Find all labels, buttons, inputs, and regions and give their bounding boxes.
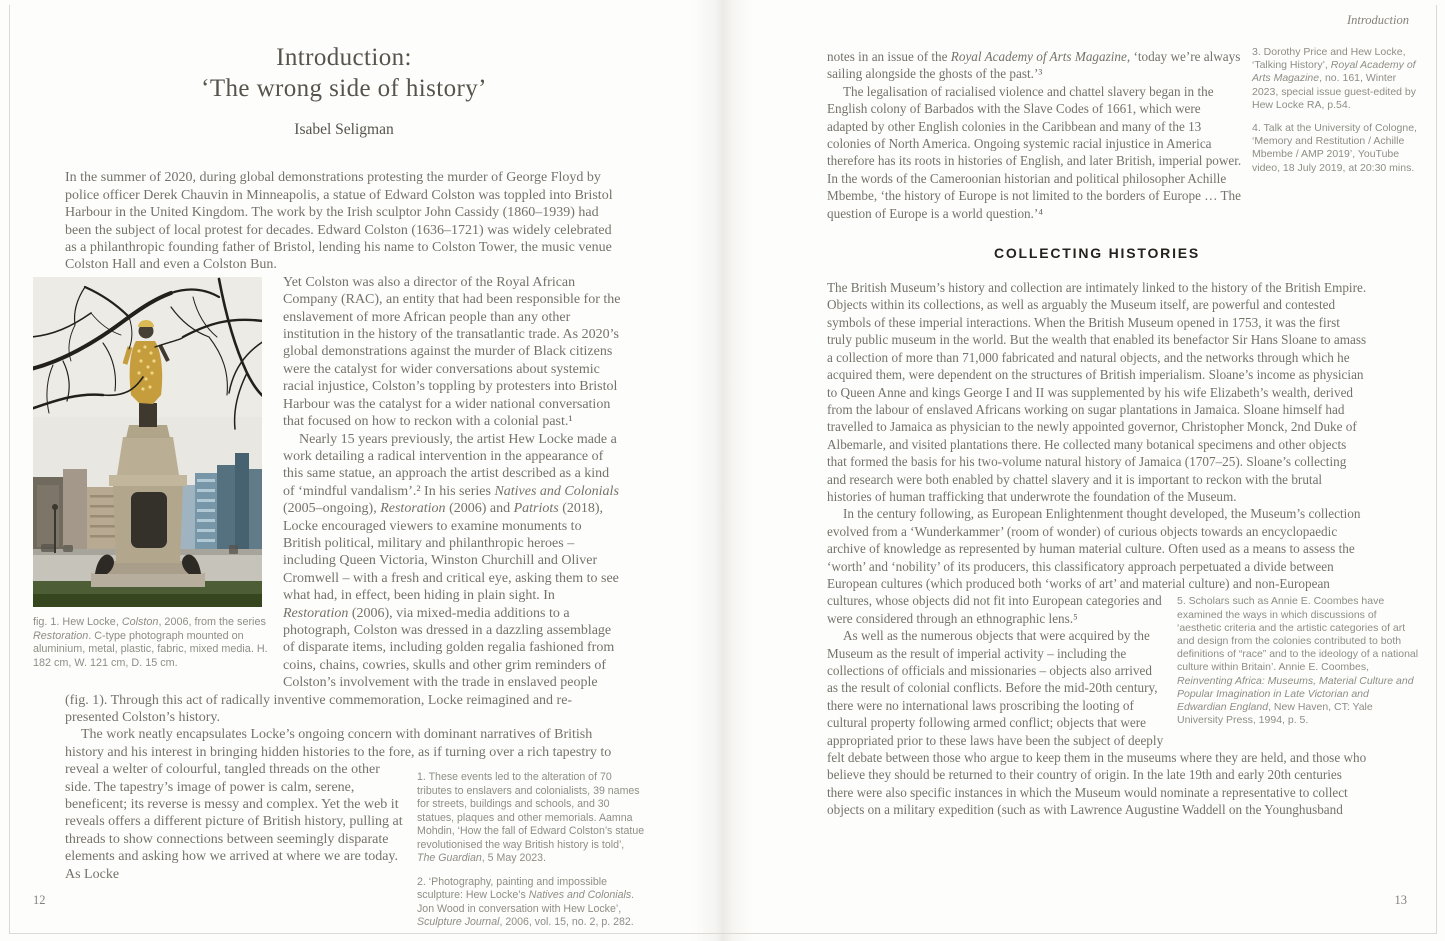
margin-notes-block <box>1252 46 1420 185</box>
paragraph: Nearly 15 years previously, the artist Hew Locke made a work detailing a radical intervention in the appearance of this same statue, an approach the artist described as a kind of ‘mindful vandalism’.² In his series Natives and Colonials (2005–ongoing), Restoration (2006) and Patriots (2018), Locke encouraged viewers to examine monuments to British political, military and philanthropic heroes – including Queen Victoria, Winston Churchill and Oliver Cromwell – with a fresh and critical eye, asking them to see what had, in effect, been hiding in plain sight. In Restoration (2006), via mixed-media additions to a photograph, Colston was dressed in a dazzling assemblage of disparate items, including golden regalia fashioned from coins, chains, cowries, skulls and other grim reminders of Colston’s involvement with the trade in enslaved people (fig. 1). Through this act of radically inventive commemoration, Locke reimagined and re-presented Colston’s history. <box>65 431 619 725</box>
page-left-body <box>33 42 645 940</box>
section-heading: COLLECTING HISTORIES <box>993 245 1201 262</box>
paragraph: notes in an issue of the Royal Academy of Arts Magazine, ‘today we’re always sailing alongside the ghosts of the past.’³ <box>827 49 1241 82</box>
footnote-5: 5. Scholars such as Annie E. Coombes have examined the ways in which discussions of ‘aesthetic criteria and the artistic categories of art and design from the colonies contributed to both definitions of “race” and to the ideology of a national culture within Britain’. Annie E. Coombes, Reinventing Africa: Museums, Material Culture and Popular Imagination in Late Victorian and Edwardian England, New Haven, CT: Yale University Press, 1994, p. 5. <box>1177 595 1419 727</box>
page-edge-right <box>1436 5 1437 933</box>
footnote-3: 3. Dorothy Price and Hew Locke, ‘Talking History’, Royal Academy of Arts Magazine, no. 161, Winter 2023, special issue guest-edited by Hew Locke RA, p.54. <box>1252 46 1417 111</box>
paragraph: The legalisation of racialised violence and chattel slavery began in the English colony of Barbados with the Slave Codes of 1661, which were adapted by other English colonies in the Caribbean and many of the 13 colonies of North America. Ongoing systemic racial injustice in America therefore has its roots in histories of English, and later British, imperial power. In the words of the Cameroonian historian and political philosopher Achille Mbembe, ‘the history of Europe is not limited to the borders of Europe … The question of Europe is a world question.’⁴ <box>827 83 1242 221</box>
page-subtitle: ‘The wrong side of history’ <box>201 75 487 102</box>
chapter-title-block <box>65 42 623 138</box>
paragraph: In the summer of 2020, during global demonstrations protesting the murder of George Floyd by police officer Derek Chauvin in Minneapolis, a statue of Edward Colston was toppled into Bristol Harbour in the United Kingdom. The work by the Irish sculptor John Cassidy (1860–1939) had been the subject of local protest for decades. Edward Colston (1636–1721) was widely celebrated as a philanthropic founding father of Bristol, lending his name to Colston Tower, the music venue Colston Hall and even a Colston Bun. <box>65 170 613 273</box>
page-right-body <box>827 46 1419 819</box>
paragraph: The British Museum’s history and collection are intimately linked to the history of the British Empire. Objects within its collections, as well as arguably the Museum itself, are powerful and contested symbols of these imperial interactions. When the British Museum opened in 1753, it was the first truly public museum in the world. But the wealth that enabled its benefactor Sir Hans Sloane to amass a collection of more than 71,000 fabricated and natural objects, and the networks through which he acquired them, were dependent on the structures of British imperialism. Sloane’s income as physician to Queen Anne and kings George I and II was supplemented by his wife Elizabeth’s wealth, derived from the labour of enslaved Africans working on sugar plantations in Jamaica. Sloane himself had travelled to Jamaica as physician to the newly appointed governor, Christopher Monck, 2nd Duke of Albemarle, and visited plantations there. He collected many botanical specimens and other objects that formed the basis for his two-volume natural history of Jamaica (1707–25). Sloane’s collecting and research were both enabled by chattel slavery and it is important to reckon with the brutal histories of human trafficking that underwrote the foundation of the Museum. <box>827 280 1367 504</box>
author-name: Isabel Seligman <box>294 121 394 138</box>
page-edge-left <box>9 5 10 933</box>
figure-caption: fig. 1. Hew Locke, Colston, 2006, from the series Restoration. C-type photograph mounted on aluminium, metal, plastic, fabric, mixed media. H. 182 cm, W. 121 cm, D. 15 cm. <box>33 615 268 670</box>
colston-statue-photo <box>33 277 262 607</box>
page-edge-bottom <box>9 933 1437 934</box>
page-number-left: 12 <box>33 893 46 907</box>
running-header: Introduction <box>1346 13 1409 27</box>
paragraph: Yet Colston was also a director of the Royal African Company (RAC), an entity that had been responsible for the enslavement of more African people than any other institution in the history of the transatlantic trade. As 2020’s global demonstrations against the murder of Black citizens were the catalyst for wider conversations about systemic racial injustice, Colston’s toppling by protesters into Bristol Harbour was the catalyst for a wider national conversation that focused on how to reckon with a colonial past.¹ <box>283 274 621 430</box>
footnote-4: 4. Talk at the University of Cologne, ‘Memory and Restitution / Achille Mbembe / AMP 2019’, YouTube video, 18 July 2019, at 20:30 mins. <box>1252 122 1417 174</box>
footnote-1: 1. These events led to the alteration of 70 tributes to enslavers and colonialists, 39 names for streets, buildings and schools, and 30 statues, plaques and other memorials. Aamna Mohdin, ‘How the fall of Edward Colston’s statue revolutionised the way British history is told’, The Guardian, 5 May 2023. <box>417 771 645 865</box>
page-number-right: 13 <box>1394 893 1407 907</box>
paragraph: In the century following, as European Enlightenment thought developed, the Museum’s collection evolved from a ‘Wunderkammer’ (room of wonder) of curious objects towards an encyclopaedic archive of knowledge as represented by human material culture. Often used as a means to assess the ‘worth’ and ‘nobility’ of its producers, this classificatory approach perpetuated a divide between European cultures (which produced both ‘works of art’ and material culture) and non-European cultures, whose objects did not fit into European categories and were considered through an ethnographic lens.⁵ <box>827 506 1361 626</box>
paragraph: As well as the numerous objects that were acquired by the Museum as the result of imperial activity – including the collections of officials and missionaries – objects also arrived as the result of colonial conflicts. Before the mid-20th century, there were no international laws proscribing the looting of cultural property following armed conflict; objects that were appropriated prior to these laws have been the subject of deeply felt debate between those who argue to keep them in the museums where they are held, and those who believe they should be returned to their country of origin. In the late 19th and early 20th centuries there were also specific instances in which the Museum would nominate a representative to collect objects on a military expedition (such as with Lawrence Augustine Waddell on the Younghusband <box>827 628 1367 818</box>
page-gutter-shadow <box>692 0 754 941</box>
page-title: Introduction: <box>276 44 412 71</box>
figure-1 <box>33 277 283 671</box>
footnote-2: 2. ‘Photography, painting and impossible sculpture: Hew Locke’s Natives and Colonials. Jon Wood in conversation with Hew Locke’, Sculpture Journal, 2006, vol. 15, no. 2, p. 282. <box>417 875 635 929</box>
paragraph: The work neatly encapsulates Locke’s ongoing concern with dominant narratives of British history and his interest in bringing hidden histories to the fore, as if turning over a rich tapestry to reveal a welter of colourful, tangled threads on the other side. The tapestry’s image of power is calm, serene, beneficent; its reverse is messy and complex. Yet the web it reveals offers a different picture of British history, pulling at threads to show connections between seemingly disparate elements and asking how we arrived at where we are today. As Locke <box>65 727 612 882</box>
